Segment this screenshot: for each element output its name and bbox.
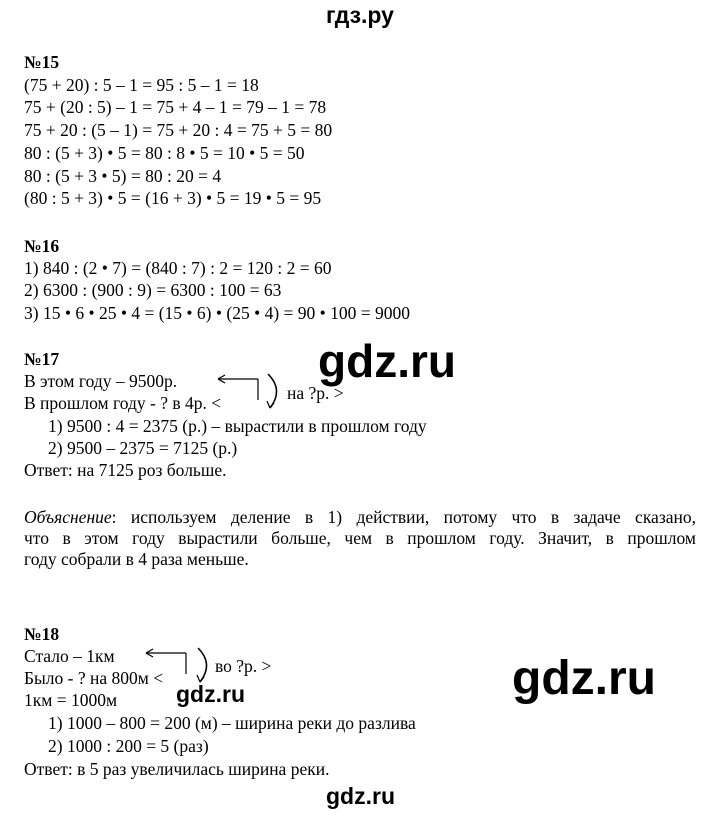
problem-15-line: (75 + 20) : 5 – 1 = 95 : 5 – 1 = 18 (24, 75, 259, 95)
watermark: gdz.ru (326, 783, 395, 809)
problem-18-conversion: 1км = 1000м (24, 690, 118, 710)
watermark: gdz.ru (318, 335, 456, 387)
problem-16-title: №16 (24, 236, 60, 256)
problem-18-condition-2: Было - ? на 800м < (24, 668, 164, 688)
problem-17-title: №17 (24, 349, 60, 369)
explanation-line: году собрали в 4 раза меньше. (24, 549, 249, 569)
problem-17-scheme-arrows (212, 368, 292, 414)
explanation-line: Объяснение: используем деление в 1) действии, потому что в задаче сказано, (24, 507, 696, 527)
watermark: gdz.ru (176, 681, 245, 707)
site-header: гдз.ру (326, 2, 394, 28)
explanation-label: Объяснение (24, 507, 112, 527)
problem-17-step: 2) 9500 – 2375 = 7125 (р.) (48, 438, 238, 458)
problem-16-line: 1) 840 : (2 • 7) = (840 : 7) : 2 = 120 : 2 = 60 (24, 258, 332, 278)
explanation-line: что в этом году вырастили больше, чем в прошлом году. Значит, в прошлом (24, 528, 696, 548)
problem-17-answer: Ответ: на 7125 роз больше. (24, 460, 227, 480)
problem-17-explanation (24, 507, 696, 570)
problem-17-step: 1) 9500 : 4 = 2375 (р.) – вырастили в прошлом году (48, 416, 427, 436)
problem-16-line: 2) 6300 : (900 : 9) = 6300 : 100 = 63 (24, 280, 282, 300)
problem-18-step: 1) 1000 – 800 = 200 (м) – ширина реки до разлива (48, 713, 416, 733)
problem-18-title: №18 (24, 624, 60, 644)
problem-18-brace-note: во ?р. > (215, 656, 272, 676)
watermark: gdz.ru (512, 652, 656, 705)
problem-18-answer: Ответ: в 5 раз увеличилась ширина реки. (24, 759, 330, 779)
problem-15-line: 75 + 20 : (5 – 1) = 75 + 20 : 4 = 75 + 5 = 80 (24, 120, 333, 140)
problem-17-condition-1: В этом году – 9500р. (24, 371, 178, 391)
problem-16-line: 3) 15 • 6 • 25 • 4 = (15 • 6) • (25 • 4) = 90 • 100 = 9000 (24, 303, 411, 323)
problem-18-step: 2) 1000 : 200 = 5 (раз) (48, 736, 209, 756)
problem-18-condition-1: Стало – 1км (24, 646, 115, 666)
problem-17-condition-2: В прошлом году - ? в 4р. < (24, 393, 222, 413)
problem-15-line: 80 : (5 + 3 • 5) = 80 : 20 = 4 (24, 166, 222, 186)
problem-15-line: 75 + (20 : 5) – 1 = 75 + 4 – 1 = 79 – 1 = 78 (24, 97, 327, 117)
problem-17-brace-note: на ?р. > (287, 383, 344, 403)
problem-15-line: (80 : 5 + 3) • 5 = (16 + 3) • 5 = 19 • 5 = 95 (24, 188, 322, 208)
problem-15-line: 80 : (5 + 3) • 5 = 80 : 8 • 5 = 10 • 5 = 50 (24, 143, 305, 163)
problem-15-title: №15 (24, 52, 60, 72)
